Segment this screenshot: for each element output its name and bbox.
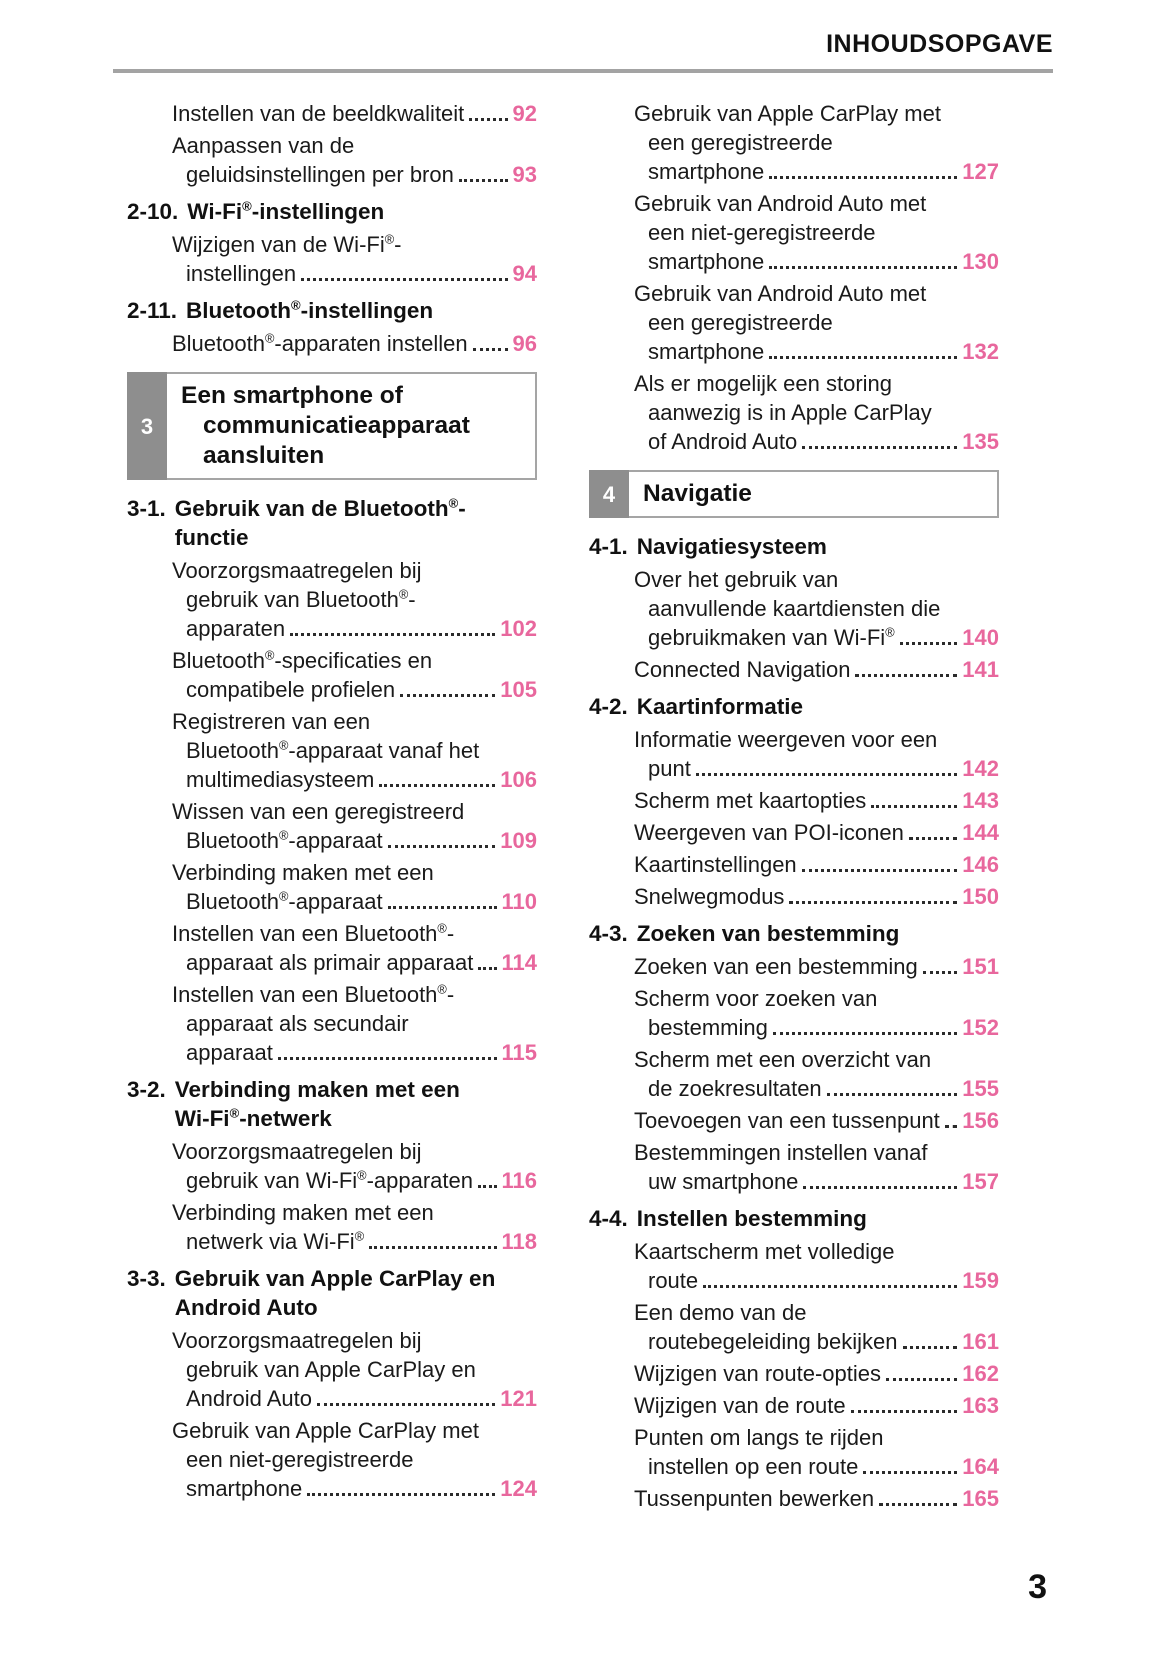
toc-entry-line: Scherm voor zoeken van bbox=[634, 986, 878, 1011]
toc-entry-line bbox=[172, 259, 537, 288]
dot-leader bbox=[904, 818, 962, 847]
dot-leader bbox=[918, 952, 963, 981]
page-ref: 141 bbox=[962, 657, 999, 682]
toc-entry-text: smartphone bbox=[648, 339, 765, 364]
toc-entry-text: Kaartinstellingen bbox=[634, 852, 797, 877]
toc-entry-line bbox=[634, 818, 999, 847]
page-ref: 114 bbox=[501, 950, 537, 975]
toc-entry-line: Instellen van een Bluetooth®- bbox=[172, 920, 455, 946]
toc-column-right bbox=[589, 99, 999, 1516]
toc-entry-text: netwerk via Wi-Fi® bbox=[186, 1228, 365, 1254]
registered-mark: ® bbox=[384, 231, 395, 247]
toc-entry bbox=[589, 369, 999, 456]
toc-entry-line: Wijzigen van de Wi-Fi®- bbox=[172, 231, 402, 257]
toc-columns bbox=[127, 99, 1165, 1516]
page-number: 3 bbox=[1028, 1568, 1047, 1606]
toc-entry-text: instellingen bbox=[186, 261, 297, 286]
page-ref: 152 bbox=[962, 1015, 999, 1040]
toc-entry bbox=[589, 1138, 999, 1196]
section-number: 3-2. bbox=[127, 1077, 166, 1102]
toc-entry bbox=[589, 882, 999, 911]
page-ref: 159 bbox=[962, 1268, 999, 1293]
chapter-title-line: communicatieapparaat bbox=[203, 412, 470, 439]
dot-leader bbox=[691, 754, 962, 783]
toc-entry-text: Wijzigen van route-opties bbox=[634, 1361, 882, 1386]
registered-mark: ® bbox=[278, 737, 289, 753]
page-ref: 96 bbox=[512, 331, 537, 356]
toc-entry-line: Voorzorgsmaatregelen bij bbox=[172, 558, 422, 583]
toc-entry bbox=[589, 1045, 999, 1103]
dot-leader bbox=[895, 623, 963, 652]
toc-entry-text: gebruikmaken van Wi-Fi® bbox=[648, 624, 895, 650]
dot-leader bbox=[764, 247, 962, 276]
toc-entry-text: multimediasysteem bbox=[186, 767, 375, 792]
dot-leader bbox=[273, 1038, 502, 1067]
section-number: 4-3. bbox=[589, 921, 628, 946]
toc-entry bbox=[127, 556, 537, 643]
section-title: Zoeken van bestemming bbox=[636, 921, 900, 946]
toc-column-left bbox=[127, 99, 537, 1516]
section-heading bbox=[589, 1204, 999, 1233]
page-ref: 92 bbox=[512, 101, 537, 126]
page-ref: 110 bbox=[501, 889, 537, 914]
toc-entry-line bbox=[634, 1106, 999, 1135]
registered-mark: ® bbox=[398, 586, 409, 602]
toc-entry-line: Voorzorgsmaatregelen bij bbox=[172, 1328, 422, 1353]
toc-entry-text: Bluetooth®-apparaat bbox=[186, 888, 383, 914]
dot-leader bbox=[383, 887, 502, 916]
toc-entry bbox=[589, 565, 999, 652]
toc-entry-text: smartphone bbox=[186, 1476, 303, 1501]
toc-entry bbox=[127, 707, 537, 794]
toc-entry-text: apparaat als primair apparaat bbox=[186, 950, 474, 975]
page-ref: 109 bbox=[500, 828, 537, 853]
section-title: Verbinding maken met een Wi-Fi®-netwerk bbox=[174, 1077, 460, 1131]
toc-entry bbox=[589, 655, 999, 684]
toc-entry-text: Snelwegmodus bbox=[634, 884, 785, 909]
page-ref: 105 bbox=[500, 677, 537, 702]
toc-entry-line bbox=[634, 157, 999, 186]
toc-entry-line: Verbinding maken met een bbox=[172, 860, 434, 885]
toc-entry-line bbox=[634, 247, 999, 276]
toc-entry-text: de zoekresultaten bbox=[648, 1076, 822, 1101]
dot-leader bbox=[881, 1359, 962, 1388]
header-rule bbox=[113, 69, 1053, 73]
toc-entry-line: Aanpassen van de bbox=[172, 133, 355, 158]
toc-entry-line bbox=[634, 1327, 999, 1356]
toc-entry-line bbox=[634, 427, 999, 456]
toc-entry-line: Gebruik van Android Auto met bbox=[634, 281, 927, 306]
toc-entry-line bbox=[634, 1167, 999, 1196]
dot-leader bbox=[764, 157, 962, 186]
page-ref: 106 bbox=[500, 767, 537, 792]
toc-entry-line bbox=[172, 826, 537, 855]
toc-entry bbox=[127, 980, 537, 1067]
dot-leader bbox=[468, 329, 513, 358]
section-title: Wi-Fi®-instellingen bbox=[187, 198, 385, 224]
section-number: 3-3. bbox=[127, 1266, 166, 1291]
toc-entry-text: apparaten bbox=[186, 616, 286, 641]
toc-entry-line bbox=[634, 952, 999, 981]
toc-entry-text: punt bbox=[648, 756, 691, 781]
toc-entry-line bbox=[634, 1452, 999, 1481]
toc-entry-line bbox=[634, 1074, 999, 1103]
page-ref: 150 bbox=[962, 884, 999, 909]
toc-entry-line: Gebruik van Apple CarPlay met bbox=[172, 1418, 479, 1443]
toc-entry-line bbox=[172, 1474, 537, 1503]
toc-entry bbox=[589, 1391, 999, 1420]
toc-entry-line: een geregistreerde bbox=[648, 310, 833, 335]
section-number: 2-10. bbox=[127, 199, 179, 224]
toc-entry bbox=[127, 1416, 537, 1503]
toc-entry-line bbox=[172, 1384, 537, 1413]
page-ref: 155 bbox=[962, 1076, 999, 1101]
toc-entry-line: Als er mogelijk een storing bbox=[634, 371, 893, 396]
page-ref: 135 bbox=[962, 429, 999, 454]
page-ref: 130 bbox=[962, 249, 999, 274]
dot-leader bbox=[866, 786, 962, 815]
toc-entry-text: bestemming bbox=[648, 1015, 768, 1040]
toc-entry bbox=[589, 1484, 999, 1513]
toc-entry-line: Informatie weergeven voor een bbox=[634, 727, 938, 752]
dot-leader bbox=[940, 1106, 962, 1135]
page-ref: 161 bbox=[962, 1329, 999, 1354]
toc-entry-line bbox=[634, 754, 999, 783]
dot-leader bbox=[764, 337, 962, 366]
toc-entry bbox=[589, 1106, 999, 1135]
dot-leader bbox=[846, 1391, 963, 1420]
toc-entry-text: route bbox=[648, 1268, 699, 1293]
dot-leader bbox=[454, 160, 513, 189]
toc-entry-line bbox=[172, 99, 537, 128]
toc-entry bbox=[127, 99, 537, 128]
chapter-title-line: Een smartphone of bbox=[181, 382, 403, 409]
toc-entry-text: Wijzigen van de route bbox=[634, 1393, 846, 1418]
toc-entry-line: een niet-geregistreerde bbox=[648, 220, 876, 245]
dot-leader bbox=[296, 259, 512, 288]
toc-entry bbox=[127, 1326, 537, 1413]
dot-leader bbox=[822, 1074, 963, 1103]
toc-entry-line bbox=[172, 329, 537, 358]
toc-entry bbox=[589, 725, 999, 783]
chapter-title-line: Navigatie bbox=[643, 480, 752, 507]
toc-entry-line bbox=[634, 623, 999, 652]
page-ref: 146 bbox=[962, 852, 999, 877]
registered-mark: ® bbox=[242, 198, 252, 214]
section-title: Navigatiesysteem bbox=[636, 534, 827, 559]
registered-mark: ® bbox=[437, 981, 447, 997]
toc-entry-line bbox=[634, 1391, 999, 1420]
chapter-title bbox=[167, 372, 537, 480]
toc-entry bbox=[589, 1237, 999, 1295]
page-ref: 162 bbox=[962, 1361, 999, 1386]
toc-entry bbox=[589, 952, 999, 981]
toc-entry-text: geluidsinstellingen per bron bbox=[186, 162, 454, 187]
toc-entry-text: Bluetooth®-apparaten instellen bbox=[172, 330, 468, 356]
dot-leader bbox=[798, 1167, 962, 1196]
toc-entry-text: instellen op een route bbox=[648, 1454, 859, 1479]
section-title: Instellen bestemming bbox=[636, 1206, 867, 1231]
dot-leader bbox=[302, 1474, 500, 1503]
toc-entry bbox=[589, 1359, 999, 1388]
chapter-box bbox=[589, 470, 999, 518]
toc-entry-line bbox=[172, 675, 537, 704]
page-ref: 127 bbox=[962, 159, 999, 184]
toc-entry bbox=[127, 797, 537, 855]
toc-entry bbox=[127, 230, 537, 288]
toc-entry-line: aanwezig is in Apple CarPlay bbox=[648, 400, 932, 425]
chapter-number: 3 bbox=[127, 372, 167, 480]
registered-mark: ® bbox=[278, 827, 289, 843]
toc-entry-line: Scherm met een overzicht van bbox=[634, 1047, 932, 1072]
registered-mark: ® bbox=[264, 647, 275, 663]
page-ref: 121 bbox=[500, 1386, 537, 1411]
toc-entry-line bbox=[172, 1038, 537, 1067]
toc-entry-text: Toevoegen van een tussenpunt bbox=[634, 1108, 940, 1133]
page-ref: 156 bbox=[962, 1108, 999, 1133]
page-ref: 157 bbox=[962, 1169, 999, 1194]
section-heading bbox=[127, 1264, 537, 1322]
toc-entry bbox=[589, 1423, 999, 1481]
section-title: Kaartinformatie bbox=[636, 694, 804, 719]
toc-entry-line: Bluetooth®-specificaties en bbox=[172, 647, 433, 673]
toc-entry-line: Wissen van een geregistreerd bbox=[172, 799, 465, 824]
dot-leader bbox=[395, 675, 500, 704]
registered-mark: ® bbox=[354, 1228, 365, 1244]
toc-entry-line bbox=[634, 882, 999, 911]
chapter-number: 4 bbox=[589, 470, 629, 518]
toc-entry-line bbox=[172, 765, 537, 794]
toc-entry-line: gebruik van Bluetooth®- bbox=[186, 586, 416, 612]
toc-entry-line bbox=[172, 887, 537, 916]
dot-leader bbox=[285, 614, 500, 643]
toc-entry-line: Een demo van de bbox=[634, 1300, 807, 1325]
toc-entry-line: Verbinding maken met een bbox=[172, 1200, 434, 1225]
chapter-title bbox=[629, 470, 999, 518]
page-ref: 115 bbox=[501, 1040, 537, 1065]
section-title: Gebruik van de Bluetooth®- functie bbox=[174, 495, 466, 550]
toc-entry-text: Scherm met kaartopties bbox=[634, 788, 867, 813]
dot-leader bbox=[312, 1384, 500, 1413]
dot-leader bbox=[364, 1227, 501, 1256]
dot-leader bbox=[768, 1013, 962, 1042]
toc-entry bbox=[127, 919, 537, 977]
toc-entry bbox=[589, 786, 999, 815]
toc-entry bbox=[127, 131, 537, 189]
registered-mark: ® bbox=[437, 920, 447, 936]
toc-entry-line: gebruik van Apple CarPlay en bbox=[186, 1357, 476, 1382]
section-number: 4-2. bbox=[589, 694, 628, 719]
section-title: Bluetooth®-instellingen bbox=[186, 297, 434, 323]
toc-entry bbox=[127, 329, 537, 358]
toc-entry bbox=[127, 1198, 537, 1256]
toc-entry-line bbox=[634, 1266, 999, 1295]
registered-mark: ® bbox=[264, 330, 275, 346]
section-number: 2-11. bbox=[127, 298, 178, 323]
dot-leader bbox=[858, 1452, 962, 1481]
toc-entry bbox=[589, 1298, 999, 1356]
toc-entry bbox=[589, 850, 999, 879]
page-ref: 164 bbox=[962, 1454, 999, 1479]
page-ref: 116 bbox=[501, 1168, 537, 1193]
toc-entry-line bbox=[172, 1227, 537, 1256]
header-title: INHOUDSOPGAVE bbox=[826, 30, 1053, 58]
toc-entry-text: Instellen van de beeldkwaliteit bbox=[172, 101, 465, 126]
toc-entry-text: routebegeleiding bekijken bbox=[648, 1329, 898, 1354]
toc-entry bbox=[589, 279, 999, 366]
section-heading bbox=[127, 296, 537, 325]
page-header bbox=[113, 30, 1053, 59]
toc-entry-text: Android Auto bbox=[186, 1386, 312, 1411]
registered-mark: ® bbox=[229, 1105, 240, 1121]
page-ref: 132 bbox=[962, 339, 999, 364]
toc-entry-line bbox=[634, 1013, 999, 1042]
toc-entry-text: uw smartphone bbox=[648, 1169, 799, 1194]
toc-entry bbox=[589, 818, 999, 847]
toc-entry-text: compatibele profielen bbox=[186, 677, 396, 702]
toc-entry-line bbox=[172, 948, 537, 977]
section-heading bbox=[589, 692, 999, 721]
dot-leader bbox=[797, 427, 962, 456]
toc-entry-line: Instellen van een Bluetooth®- bbox=[172, 981, 455, 1007]
toc-entry-line: aanvullende kaartdiensten die bbox=[648, 596, 941, 621]
section-number: 4-1. bbox=[589, 534, 628, 559]
toc-entry bbox=[589, 189, 999, 276]
page-ref: 118 bbox=[501, 1229, 537, 1254]
dot-leader bbox=[374, 765, 500, 794]
toc-entry-line bbox=[634, 786, 999, 815]
registered-mark: ® bbox=[357, 1167, 367, 1183]
toc-entry-line bbox=[634, 850, 999, 879]
chapter-title-line: aansluiten bbox=[203, 442, 325, 469]
toc-entry bbox=[589, 984, 999, 1042]
toc-entry-text: of Android Auto bbox=[648, 429, 798, 454]
toc-entry-line: Registreren van een bbox=[172, 709, 371, 734]
page-ref: 165 bbox=[962, 1486, 999, 1511]
section-heading bbox=[589, 532, 999, 561]
toc-entry bbox=[589, 99, 999, 186]
section-heading bbox=[127, 494, 537, 552]
page-ref: 93 bbox=[512, 162, 537, 187]
toc-entry-text: Bluetooth®-apparaat bbox=[186, 827, 383, 853]
toc-entry-text: smartphone bbox=[648, 159, 765, 184]
toc-entry-line: Bluetooth®-apparaat vanaf het bbox=[186, 737, 480, 763]
dot-leader bbox=[473, 948, 501, 977]
page-ref: 124 bbox=[500, 1476, 537, 1501]
toc-entry-text: Connected Navigation bbox=[634, 657, 851, 682]
toc-entry-line: Kaartscherm met volledige bbox=[634, 1239, 895, 1264]
toc-entry-line: Bestemmingen instellen vanaf bbox=[634, 1140, 928, 1165]
toc-entry-text: Zoeken van een bestemming bbox=[634, 954, 918, 979]
section-heading bbox=[589, 919, 999, 948]
toc-entry-line: Gebruik van Apple CarPlay met bbox=[634, 101, 941, 126]
toc-entry-text: Tussenpunten bewerken bbox=[634, 1486, 875, 1511]
toc-entry-line: Over het gebruik van bbox=[634, 567, 839, 592]
toc-entry-line bbox=[634, 337, 999, 366]
toc-entry-line: apparaat als secundair bbox=[186, 1011, 409, 1036]
page-ref: 140 bbox=[962, 625, 999, 650]
toc-entry-line bbox=[634, 1484, 999, 1513]
page-ref: 102 bbox=[500, 616, 537, 641]
dot-leader bbox=[850, 655, 962, 684]
page-ref: 163 bbox=[962, 1393, 999, 1418]
toc-entry-line: een geregistreerde bbox=[648, 130, 833, 155]
toc-entry bbox=[127, 1137, 537, 1195]
toc-entry-text: Weergeven van POI-iconen bbox=[634, 820, 904, 845]
toc-entry-line bbox=[172, 1166, 537, 1195]
registered-mark: ® bbox=[885, 624, 895, 640]
page-ref: 94 bbox=[512, 261, 537, 286]
page-ref: 143 bbox=[962, 788, 999, 813]
dot-leader bbox=[464, 99, 512, 128]
toc-entry-line: Voorzorgsmaatregelen bij bbox=[172, 1139, 422, 1164]
page-ref: 144 bbox=[962, 820, 999, 845]
toc-entry-line bbox=[172, 614, 537, 643]
section-number: 3-1. bbox=[127, 496, 166, 521]
dot-leader bbox=[698, 1266, 962, 1295]
section-heading bbox=[127, 197, 537, 226]
toc-entry-text: apparaat bbox=[186, 1040, 273, 1065]
toc-entry-text: smartphone bbox=[648, 249, 765, 274]
toc-entry-text: gebruik van Wi-Fi®-apparaten bbox=[186, 1167, 473, 1193]
dot-leader bbox=[874, 1484, 962, 1513]
chapter-box bbox=[127, 372, 537, 480]
dot-leader bbox=[797, 850, 963, 879]
dot-leader bbox=[473, 1166, 502, 1195]
registered-mark: ® bbox=[278, 888, 289, 904]
page-ref: 142 bbox=[962, 756, 999, 781]
page-ref: 151 bbox=[962, 954, 999, 979]
registered-mark: ® bbox=[448, 495, 459, 511]
toc-entry-line: Punten om langs te rijden bbox=[634, 1425, 884, 1450]
toc-entry-line: Gebruik van Android Auto met bbox=[634, 191, 927, 216]
dot-leader bbox=[784, 882, 962, 911]
toc-entry-line: een niet-geregistreerde bbox=[186, 1447, 414, 1472]
toc-entry-line bbox=[172, 160, 537, 189]
dot-leader bbox=[898, 1327, 963, 1356]
section-title: Gebruik van Apple CarPlay en Android Auto bbox=[174, 1266, 496, 1320]
toc-entry-line bbox=[634, 655, 999, 684]
toc-entry bbox=[127, 858, 537, 916]
registered-mark: ® bbox=[291, 297, 301, 313]
section-heading bbox=[127, 1075, 537, 1133]
dot-leader bbox=[383, 826, 501, 855]
toc-entry bbox=[127, 646, 537, 704]
toc-entry-line bbox=[634, 1359, 999, 1388]
section-number: 4-4. bbox=[589, 1206, 628, 1231]
